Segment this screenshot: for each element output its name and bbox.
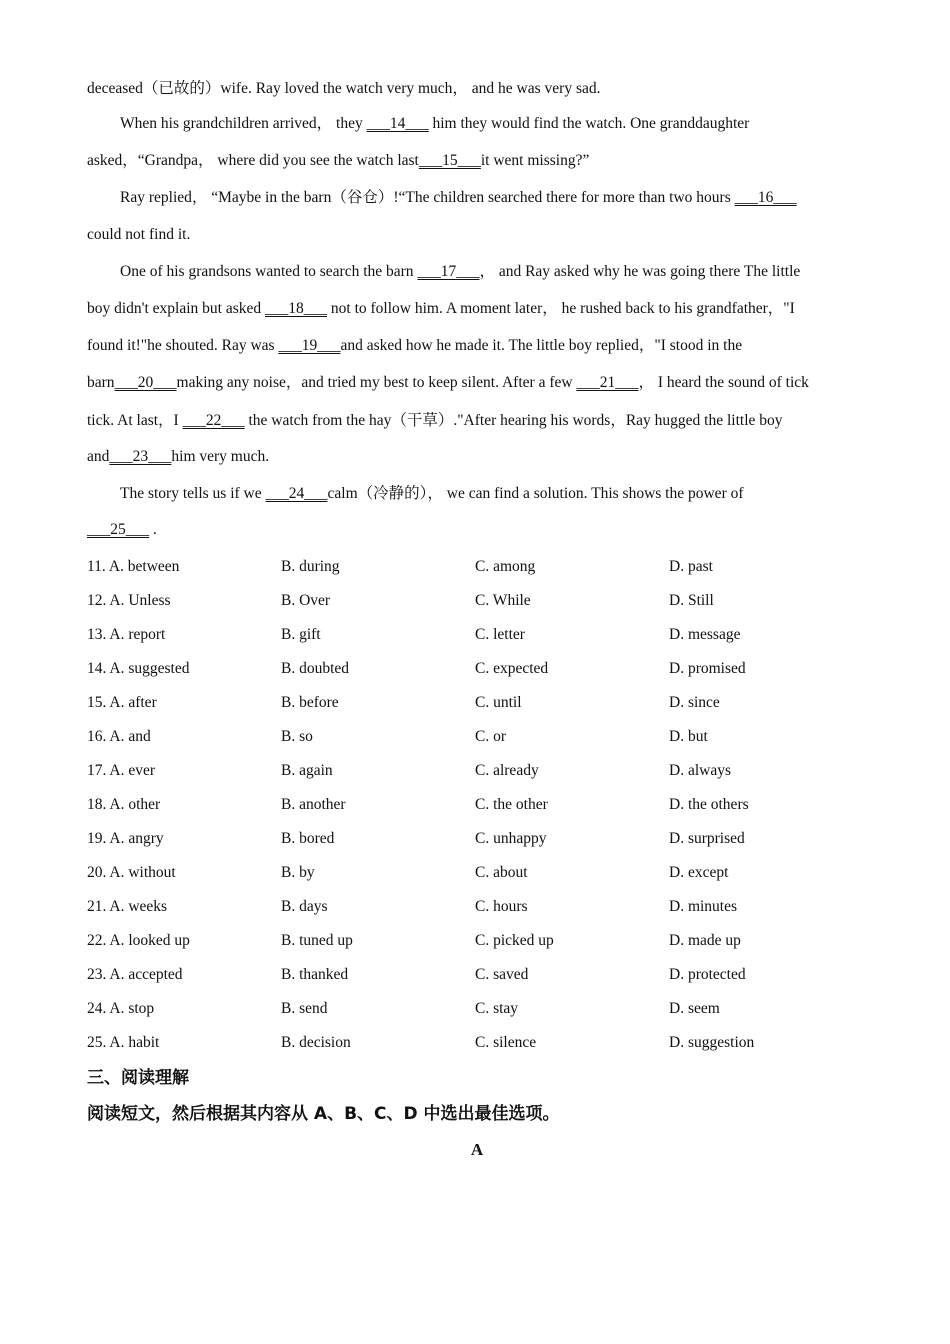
option-a: 12. A. Unless [87,592,171,609]
option-row [87,686,867,720]
text: calm（冷静的）， we can find a solution. This shows the power of [327,485,744,502]
passage-line [87,475,867,512]
option-c: C. among [475,558,536,575]
option-c: C. expected [475,660,549,677]
option-c: C. about [475,864,528,881]
option-row [87,822,867,856]
text: ， I heard the sound of tick [638,374,809,391]
option-b: B. another [281,796,346,813]
option-row [87,1026,867,1060]
option-d: D. minutes [669,898,738,915]
option-b: B. thanked [281,966,349,983]
text: barn [87,374,115,391]
passage-line: deceased（已故的）wife. Ray loved the watch very much， and he was very sad. [87,80,601,97]
option-b: B. so [281,728,313,745]
text: When his grandchildren arrived， they [120,115,367,132]
option-a: 18. A. other [87,796,161,813]
option-d: D. message [669,626,741,643]
text: One of his grandsons wanted to search the barn [120,263,418,280]
option-d: D. past [669,558,713,575]
option-c: C. or [475,728,506,745]
section-title: 三、阅读理解 [87,1068,189,1088]
text: and asked how he made it. The little boy replied，"I stood in the [340,337,743,354]
option-a: 22. A. looked up [87,932,190,949]
option-c: C. saved [475,966,529,983]
passage-line [87,364,867,402]
option-d: D. but [669,728,708,745]
option-d: D. always [669,762,731,779]
options-table [87,550,867,1060]
option-d: D. the others [669,796,749,813]
passage-line [87,512,867,548]
option-d: D. suggestion [669,1034,755,1051]
option-row [87,754,867,788]
option-row [87,788,867,822]
text: boy didn't explain but asked [87,300,266,317]
option-row [87,584,867,618]
option-a: 19. A. angry [87,830,164,847]
passage-line [87,327,867,364]
option-b: B. tuned up [281,932,353,949]
option-c: C. picked up [475,932,554,949]
option-b: B. bored [281,830,335,847]
blank-14: ___14___ [366,115,429,132]
text: ， and Ray asked why he was going there The little [479,263,801,280]
blank-22: ___22___ [182,412,245,429]
option-row [87,856,867,890]
passage-line [87,290,867,327]
option-a: 23. A. accepted [87,966,183,983]
passage-label: A [470,1140,484,1159]
option-row [87,890,867,924]
blank-24: ___24___ [265,485,328,502]
option-b: B. again [281,762,333,779]
blank-21: ___21___ [576,374,639,391]
option-c: C. the other [475,796,548,813]
text: The story tells us if we [120,485,266,502]
option-b: B. by [281,864,315,881]
option-a: 17. A. ever [87,762,156,779]
text: asked，“Grandpa， where did you see the watch last [87,152,419,169]
text: him they would find the watch. One granddaughter [428,115,750,132]
passage-line [87,253,867,290]
option-b: B. doubted [281,660,350,677]
option-a: 24. A. stop [87,1000,155,1017]
option-b: B. before [281,694,339,711]
text: and [87,448,110,465]
option-b: B. gift [281,626,321,643]
passage-line: could not find it. [87,226,191,243]
option-a: 20. A. without [87,864,176,881]
option-b: B. send [281,1000,328,1017]
option-row [87,550,867,584]
text: it went missing?” [480,152,590,169]
option-b: B. Over [281,592,331,609]
blank-18: ___18___ [265,300,328,317]
text: not to follow him. A moment later， he rushed back to his grandfather，"I [327,300,795,317]
blank-25: ___25___ [87,521,149,538]
text: found it!"he shouted. Ray was [87,337,279,354]
passage-line [87,439,867,475]
option-a: 16. A. and [87,728,151,745]
blank-16: ___16___ [734,189,797,206]
option-d: D. seem [669,1000,720,1017]
option-b: B. during [281,558,340,575]
blank-17: ___17___ [417,263,480,280]
option-a: 13. A. report [87,626,166,643]
option-c: C. silence [475,1034,537,1051]
blank-19: ___19___ [278,337,341,354]
passage [87,72,867,548]
option-d: D. Still [669,592,714,609]
option-row [87,652,867,686]
option-c: C. until [475,694,522,711]
option-c: C. hours [475,898,528,915]
passage-line [87,106,867,142]
option-b: B. days [281,898,328,915]
option-d: D. protected [669,966,746,983]
option-row [87,958,867,992]
option-row [87,992,867,1026]
option-d: D. except [669,864,729,881]
option-c: C. already [475,762,539,779]
option-c: C. letter [475,626,525,643]
text: tick. At last，I [87,412,183,429]
option-c: C. unhappy [475,830,547,847]
option-a: 11. A. between [87,558,180,575]
blank-15: ___15___ [418,152,481,169]
text: the watch from the hay（干草）."After hearing his words，Ray hugged the little boy [244,412,783,429]
text: Ray replied， “Maybe in the barn（谷仓）!“The children searched there for more than two hours [120,189,735,206]
section-instruction: 阅读短文，然后根据其内容从 A、B、C、D 中选出最佳选项。 [87,1104,560,1124]
option-d: D. since [669,694,720,711]
option-row [87,618,867,652]
option-a: 14. A. suggested [87,660,190,677]
passage-line [87,142,867,180]
document-page [87,72,867,1168]
option-row [87,924,867,958]
text: making any noise，and tried my best to keep silent. After a few [176,374,577,391]
passage-line [87,180,867,216]
option-row [87,720,867,754]
passage-line [87,402,867,439]
option-c: C. stay [475,1000,519,1017]
option-a: 25. A. habit [87,1034,160,1051]
text: him very much. [171,448,270,465]
option-c: C. While [475,592,531,609]
text: . [149,521,157,538]
blank-20: ___20___ [114,374,177,391]
option-b: B. decision [281,1034,351,1051]
blank-23: ___23___ [109,448,172,465]
option-a: 15. A. after [87,694,157,711]
option-d: D. made up [669,932,741,949]
option-d: D. promised [669,660,746,677]
option-a: 21. A. weeks [87,898,168,915]
option-d: D. surprised [669,830,745,847]
